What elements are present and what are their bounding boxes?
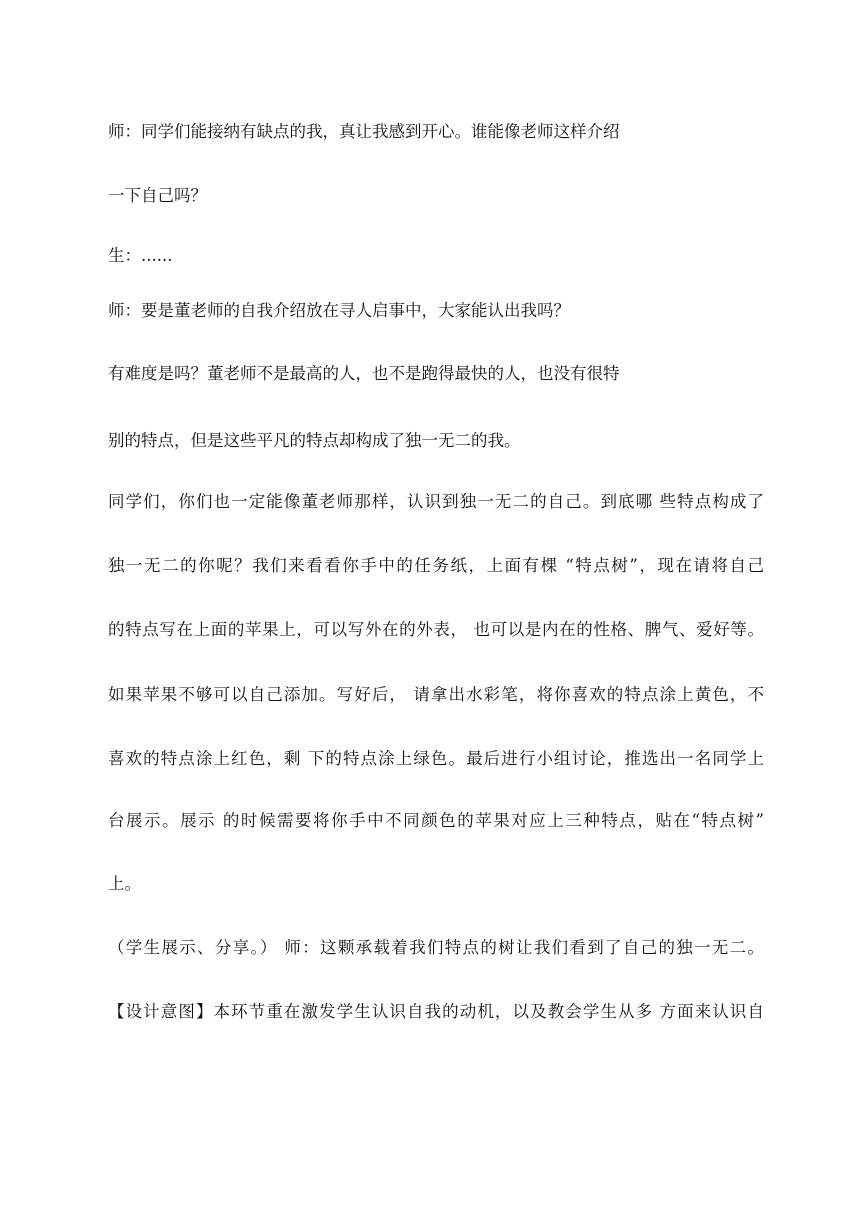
- activity-instruction-line-1: 同学们，你们也一定能像董老师那样，认识到独一无二的自己。到底哪 些特点构成了: [108, 492, 764, 511]
- design-intent-line: 【设计意图】本环节重在激发学生认识自我的动机，以及教会学生从多 方面来认识自: [108, 1002, 764, 1021]
- activity-instruction-line-7: 上。: [108, 874, 141, 893]
- teacher-explanation-line-2: 别的特点，但是这些平凡的特点却构成了独一无二的我。: [108, 431, 521, 450]
- student-sharing-and-teacher-summary: （学生展示、分享。） 师：这颗承载着我们特点的树让我们看到了自己的独一无二。: [108, 938, 764, 957]
- activity-instruction-line-3: 的特点写在上面的苹果上，可以写外在的外表， 也可以是内在的性格、脾气、爱好等。: [108, 620, 764, 639]
- activity-instruction-line-6: 台展示。展示 的时候需要将你手中不同颜色的苹果对应上三种特点，贴在“特点树”: [108, 811, 764, 830]
- dialogue-student-response: 生：......: [108, 246, 173, 265]
- activity-instruction-line-2: 独一无二的你呢？我们来看看你手中的任务纸，上面有棵 “特点树”，现在请将自己: [108, 556, 764, 575]
- activity-instruction-line-4: 如果苹果不够可以自己添加。写好后， 请拿出水彩笔，将你喜欢的特点涂上黄色，不: [108, 685, 764, 704]
- activity-instruction-line-5: 喜欢的特点涂上红色，剩 下的特点涂上绿色。最后进行小组讨论，推选出一名同学上: [108, 749, 764, 768]
- teacher-explanation-line-1: 有难度是吗？董老师不是最高的人，也不是跑得最快的人，也没有很特: [108, 364, 620, 383]
- dialogue-teacher-question: 师：要是董老师的自我介绍放在寻人启事中，大家能认出我吗？: [108, 301, 570, 320]
- dialogue-teacher-intro-line-1: 师：同学们能接纳有缺点的我，真让我感到开心。谁能像老师这样介绍: [108, 122, 620, 141]
- dialogue-teacher-intro-line-2: 一下自己吗？: [108, 186, 207, 205]
